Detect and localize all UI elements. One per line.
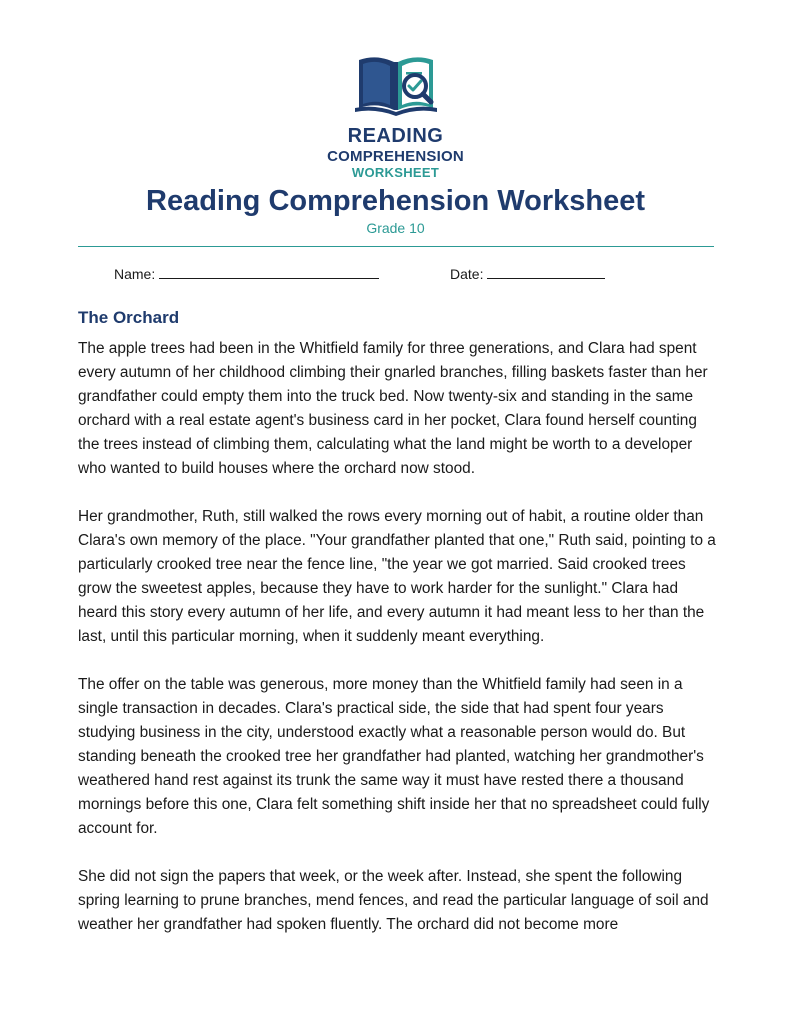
story-paragraph: Her grandmother, Ruth, still walked the rows every morning out of habit, a routine older than Clara's own memory of the place. "Your grandfather planted that one," Ruth said, pointing to a particularly crooked tree near the fence line, "the year we got married. Said crooked trees grow the sweetest apples, because they have to work harder for the sunlight." Clara had heard this story every autumn of her life, and every autumn it had meant less to her than the last, until this particular morning, when it suddenly meant everything. xyxy=(78,508,716,645)
header-divider xyxy=(78,246,714,247)
date-label: Date: xyxy=(450,266,484,282)
name-field[interactable] xyxy=(114,264,379,282)
story-paragraph: The apple trees had been in the Whitfield family for three generations, and Clara had spent every autumn of her childhood climbing their gnarled branches, filling baskets faster than her grandfather could empty them into the truck bed. Now twenty-six and standing in the same orchard with a real estate agent's business card in her pocket, Clara found herself counting the trees instead of climbing them, calculating what the land might be worth to a developer who wanted to build houses where the orchard now stood. xyxy=(78,340,708,477)
logo-text-reading: READING xyxy=(347,125,444,147)
open-book-magnifier-check-icon xyxy=(351,50,441,118)
logo-text-worksheet: WORKSHEET xyxy=(351,165,440,180)
name-label: Name: xyxy=(114,266,156,282)
date-blank-line[interactable] xyxy=(487,264,605,279)
story-paragraph: She did not sign the papers that week, or the week after. Instead, she spent the following spring learning to prune branches, mend fences, and read the particular language of soil and weather her grandfather had spoken fluently. The orchard did not become more xyxy=(78,868,709,933)
page-title: Reading Comprehension Worksheet xyxy=(146,185,645,217)
logo xyxy=(0,50,791,179)
story-body xyxy=(78,337,718,961)
grade-label: Grade 10 xyxy=(366,220,425,236)
name-blank-line[interactable] xyxy=(159,264,379,279)
logo-text-comprehension: COMPREHENSION xyxy=(327,148,464,165)
date-field[interactable] xyxy=(450,264,605,282)
story-paragraph: The offer on the table was generous, more money than the Whitfield family had seen in a single transaction in decades. Clara's practical side, the side that had spent four years studying business in the city, understood exactly what a reasonable person would do. But standing beneath the crooked tree her grandfather had planted, watching her grandmother's weathered hand rest against its trunk the same way it must have rested there a thousand mornings before this one, Clara felt something shift inside her that no spreadsheet could fully account for. xyxy=(78,676,710,837)
story-title: The Orchard xyxy=(78,308,180,327)
